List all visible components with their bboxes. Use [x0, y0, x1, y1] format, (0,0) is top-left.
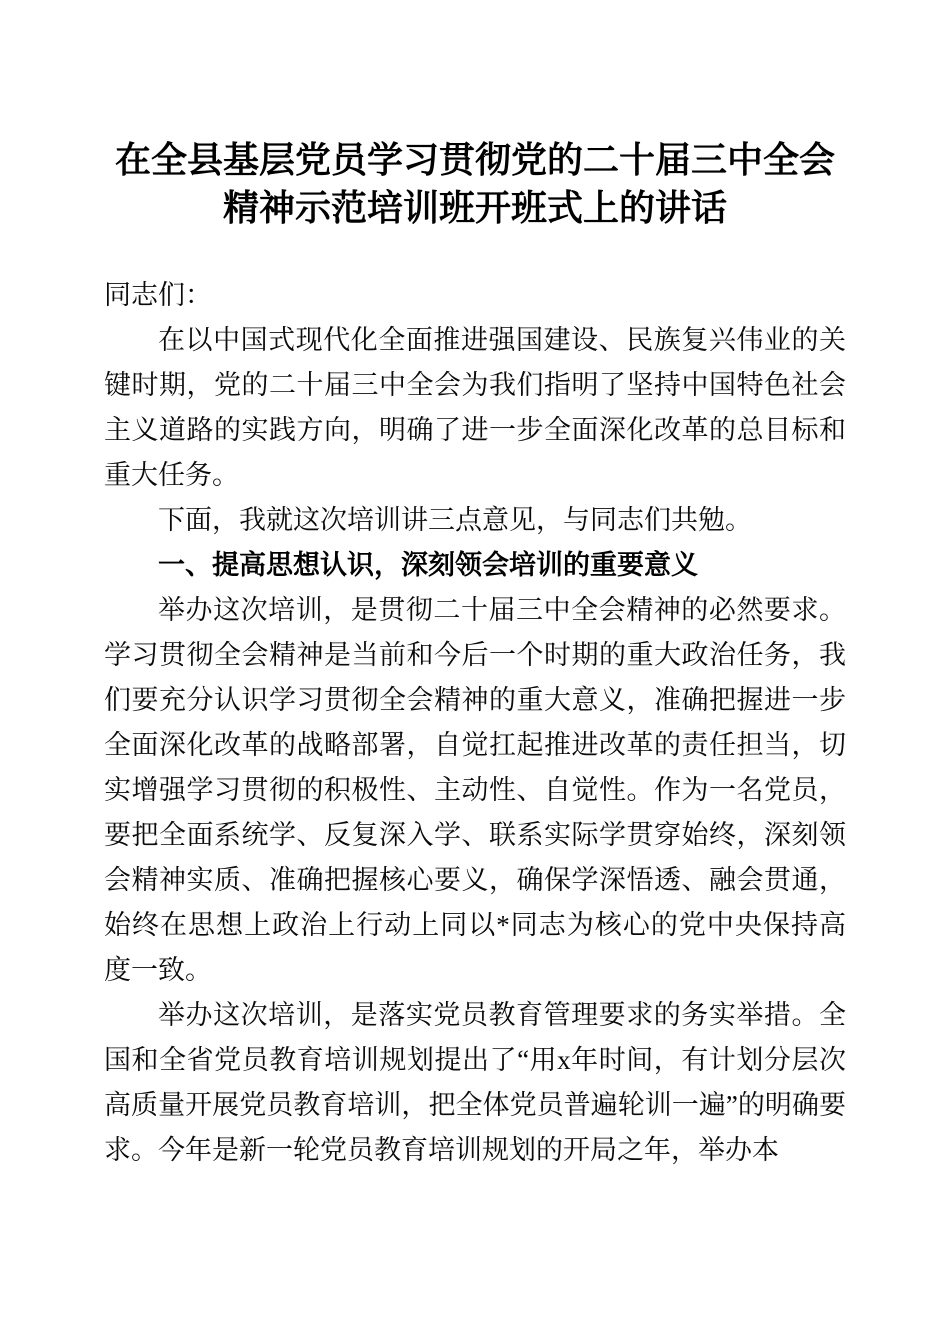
section-heading-1: 一、提高思想认识，深刻领会培训的重要意义	[158, 550, 698, 580]
document-body	[104, 273, 846, 1173]
body-paragraph-2: 下面，我就这次培训讲三点意见，与同志们共勉。	[158, 505, 752, 535]
document-title-line-1: 在全县基层党员学习贯彻党的二十届三中全会	[114, 140, 835, 180]
salutation: 同志们：	[104, 280, 212, 310]
document-title	[104, 136, 846, 232]
document-title-line-2: 精神示范培训班开班式上的讲话	[222, 188, 727, 228]
body-paragraph-1: 在以中国式现代化全面推进强国建设、民族复兴伟业的关键时期，党的二十届三中全会为我们指明了坚持中国特色社会主义道路的实践方向，明确了进一步全面深化改革的总目标和重大任务。	[104, 325, 846, 490]
body-paragraph-4: 举办这次培训，是落实党员教育管理要求的务实举措。全国和全省党员教育培训规划提出了“用x年时间，有计划分层次高质量开展党员教育培训，把全体党员普遍轮训一遍”的明确要求。今年是新一轮党员教育培训规划的开局之年，举办本	[104, 1000, 846, 1165]
body-paragraph-3: 举办这次培训，是贯彻二十届三中全会精神的必然要求。学习贯彻全会精神是当前和今后一个时期的重大政治任务，我们要充分认识学习贯彻全会精神的重大意义，准确把握进一步全面深化改革的战略部署，自觉扛起推进改革的责任担当，切实增强学习贯彻的积极性、主动性、自觉性。作为一名党员，要把全面系统学、反复深入学、联系实际学贯穿始终，深刻领会精神实质、准确把握核心要义，确保学深悟透、融会贯通，始终在思想上政治上行动上同以*同志为核心的党中央保持高度一致。	[104, 595, 846, 985]
